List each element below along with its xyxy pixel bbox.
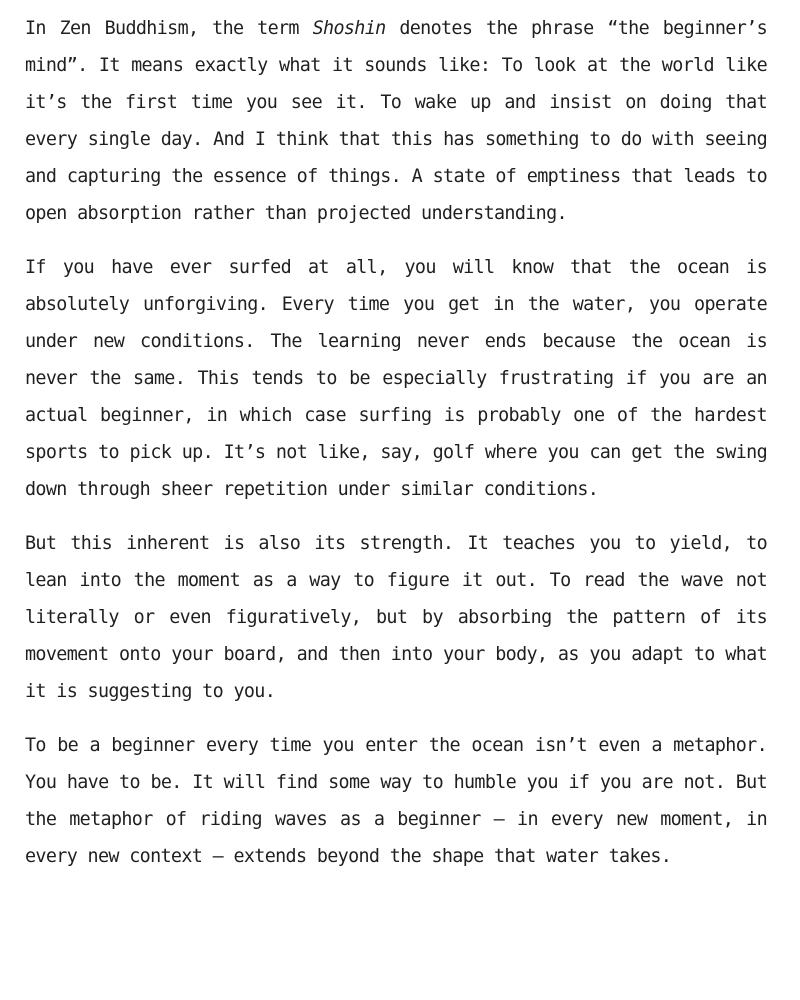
paragraph-beginner-metaphor: To be a beginner every time you enter the ocean isn’t even a metaphor. You have to be. It will find some way to humble you if you are not. But the metaphor of riding waves as a beginner — in every new moment, in every new context — extends beyond the shape that water takes. bbox=[25, 735, 767, 867]
paragraph-shoshin bbox=[25, 10, 767, 232]
shoshin-term: Shoshin bbox=[312, 18, 386, 39]
paragraph-shoshin-rest: denotes the phrase “the beginner’s mind”. It means exactly what it sounds like: To look at the world like it’s the first time you see it. To wake up and insist on doing that every single day. And I think that this has something to do with seeing and capturing the essence of things. A state of emptiness that leads to open absorption rather than projected understanding. bbox=[25, 18, 767, 224]
paragraph-shoshin-intro: In Zen Buddhism, the term bbox=[25, 18, 313, 39]
paragraph-strength: But this inherent is also its strength. It teaches you to yield, to lean into the moment as a way to figure it out. To read the wave not literally or even figuratively, but by absorbing the pattern of its movement onto your board, and then into your body, as you adapt to what it is suggesting to you. bbox=[25, 533, 767, 702]
paragraph-surfing: If you have ever surfed at all, you will know that the ocean is absolutely unforgiving. Every time you get in the water, you operate under new conditions. The learning never ends because the ocean is never the same. This tends to be especially frustrating if you are an actual beginner, in which case surfing is probably one of the hardest sports to pick up. It’s not like, say, golf where you can get the swing down through sheer repetition under similar conditions. bbox=[25, 257, 767, 500]
